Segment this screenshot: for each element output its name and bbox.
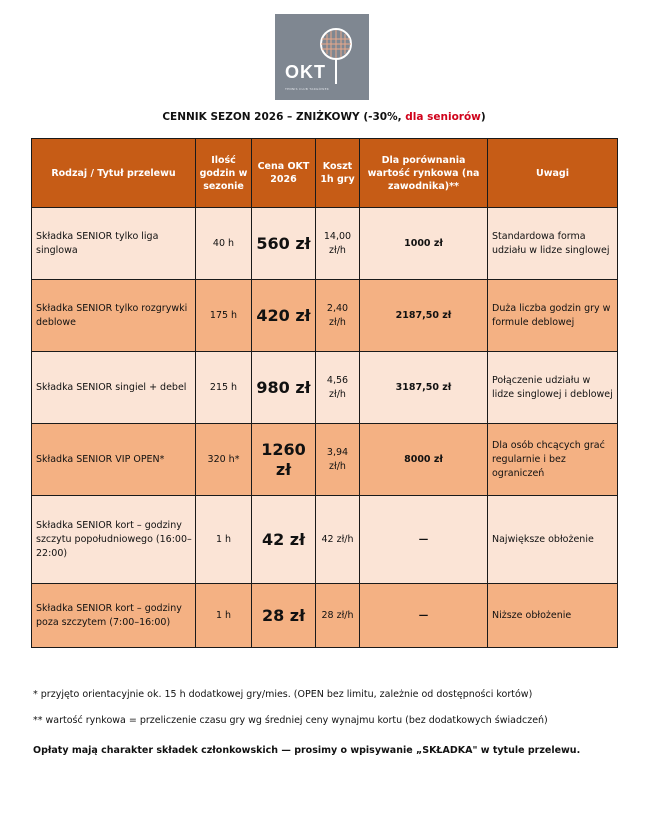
header-hours: Ilość godzin w sezonie [196,139,252,208]
footnote-2: ** wartość rynkowa = przeliczenie czasu gry wg średniej ceny wynajmu kortu (bez dodatkowych świadczeń) [33,715,548,726]
table-row [32,584,618,648]
table-row [32,352,618,424]
row-type: Składka SENIOR tylko liga singlowa [36,230,159,256]
row-market: 2187,50 zł [395,309,452,321]
row-price: 1260 zł [261,439,306,479]
row-cost: 3,94 zł/h [326,446,349,472]
header-cost: Koszt 1h gry [316,139,360,208]
club-logo [275,14,369,100]
row-cost: 28 zł/h [321,609,354,621]
row-market: — [418,609,429,621]
row-price: 560 zł [256,233,311,253]
row-hours: 1 h [215,609,232,621]
row-price: 28 zł [261,605,306,625]
row-price: 420 zł [256,305,311,325]
row-type: Składka SENIOR VIP OPEN* [36,453,165,465]
row-hours: 320 h* [207,453,240,465]
row-price: 980 zł [256,377,311,397]
footnote-1: * przyjęto orientacyjnie ok. 15 h dodatkowej gry/mies. (OPEN bez limitu, zależnie od dostępności kortów) [33,689,533,700]
header-type: Rodzaj / Tytuł przelewu [32,139,196,208]
header-market: Dla porównania wartość rynkowa (na zawodnika)** [360,139,488,208]
table-row [32,280,618,352]
row-notes: Największe obłożenie [492,533,594,545]
table-header-row [32,139,618,208]
row-type: Składka SENIOR singiel + debel [36,381,187,393]
row-cost: 2,40 zł/h [326,302,349,328]
row-notes: Połączenie udziału w lidze singlowej i deblowej [492,374,613,400]
row-market: — [418,533,429,545]
row-cost: 4,56 zł/h [326,374,349,400]
row-hours: 215 h [209,381,238,393]
row-notes: Niższe obłożenie [492,609,572,621]
row-market: 3187,50 zł [395,381,452,393]
table-row [32,424,618,496]
logo-text: OKT [285,62,326,82]
footnotes [33,688,593,770]
row-cost: 42 zł/h [321,533,354,545]
row-notes: Duża liczba godzin gry w formule deblowej [492,302,611,328]
page-title [0,111,648,123]
table-row [32,496,618,584]
row-market: 8000 zł [404,453,443,465]
row-type: Składka SENIOR tylko rozgrywki deblowe [36,302,188,328]
row-price: 42 zł [261,529,306,549]
table-row [32,208,618,280]
row-hours: 40 h [212,237,235,249]
row-notes: Dla osób chcących grać regularnie i bez ograniczeń [492,439,605,479]
row-type: Składka SENIOR kort – godziny szczytu popołudniowego (16:00–22:00) [36,519,192,559]
title-highlight: dla seniorów [405,111,481,123]
payment-note: Opłaty mają charakter składek członkowskich — prosimy o wpisywanie „SKŁADKA" w tytule przelewu. [33,745,581,756]
row-market: 1000 zł [404,237,443,249]
header-price: Cena OKT 2026 [252,139,316,208]
logo-subtitle: TENNIS CLUB TARGÓWEK [285,87,330,91]
header-notes: Uwagi [488,139,618,208]
row-hours: 175 h [209,309,238,321]
title-end: ) [480,111,486,123]
row-notes: Standardowa forma udziału w lidze singlowej [492,230,610,256]
price-table [31,138,618,648]
row-cost: 14,00 zł/h [323,230,352,256]
row-hours: 1 h [215,533,232,545]
row-type: Składka SENIOR kort – godziny poza szczytem (7:00–16:00) [36,602,182,628]
title-main: CENNIK SEZON 2026 – ZNIŻKOWY (-30%, [162,111,406,123]
